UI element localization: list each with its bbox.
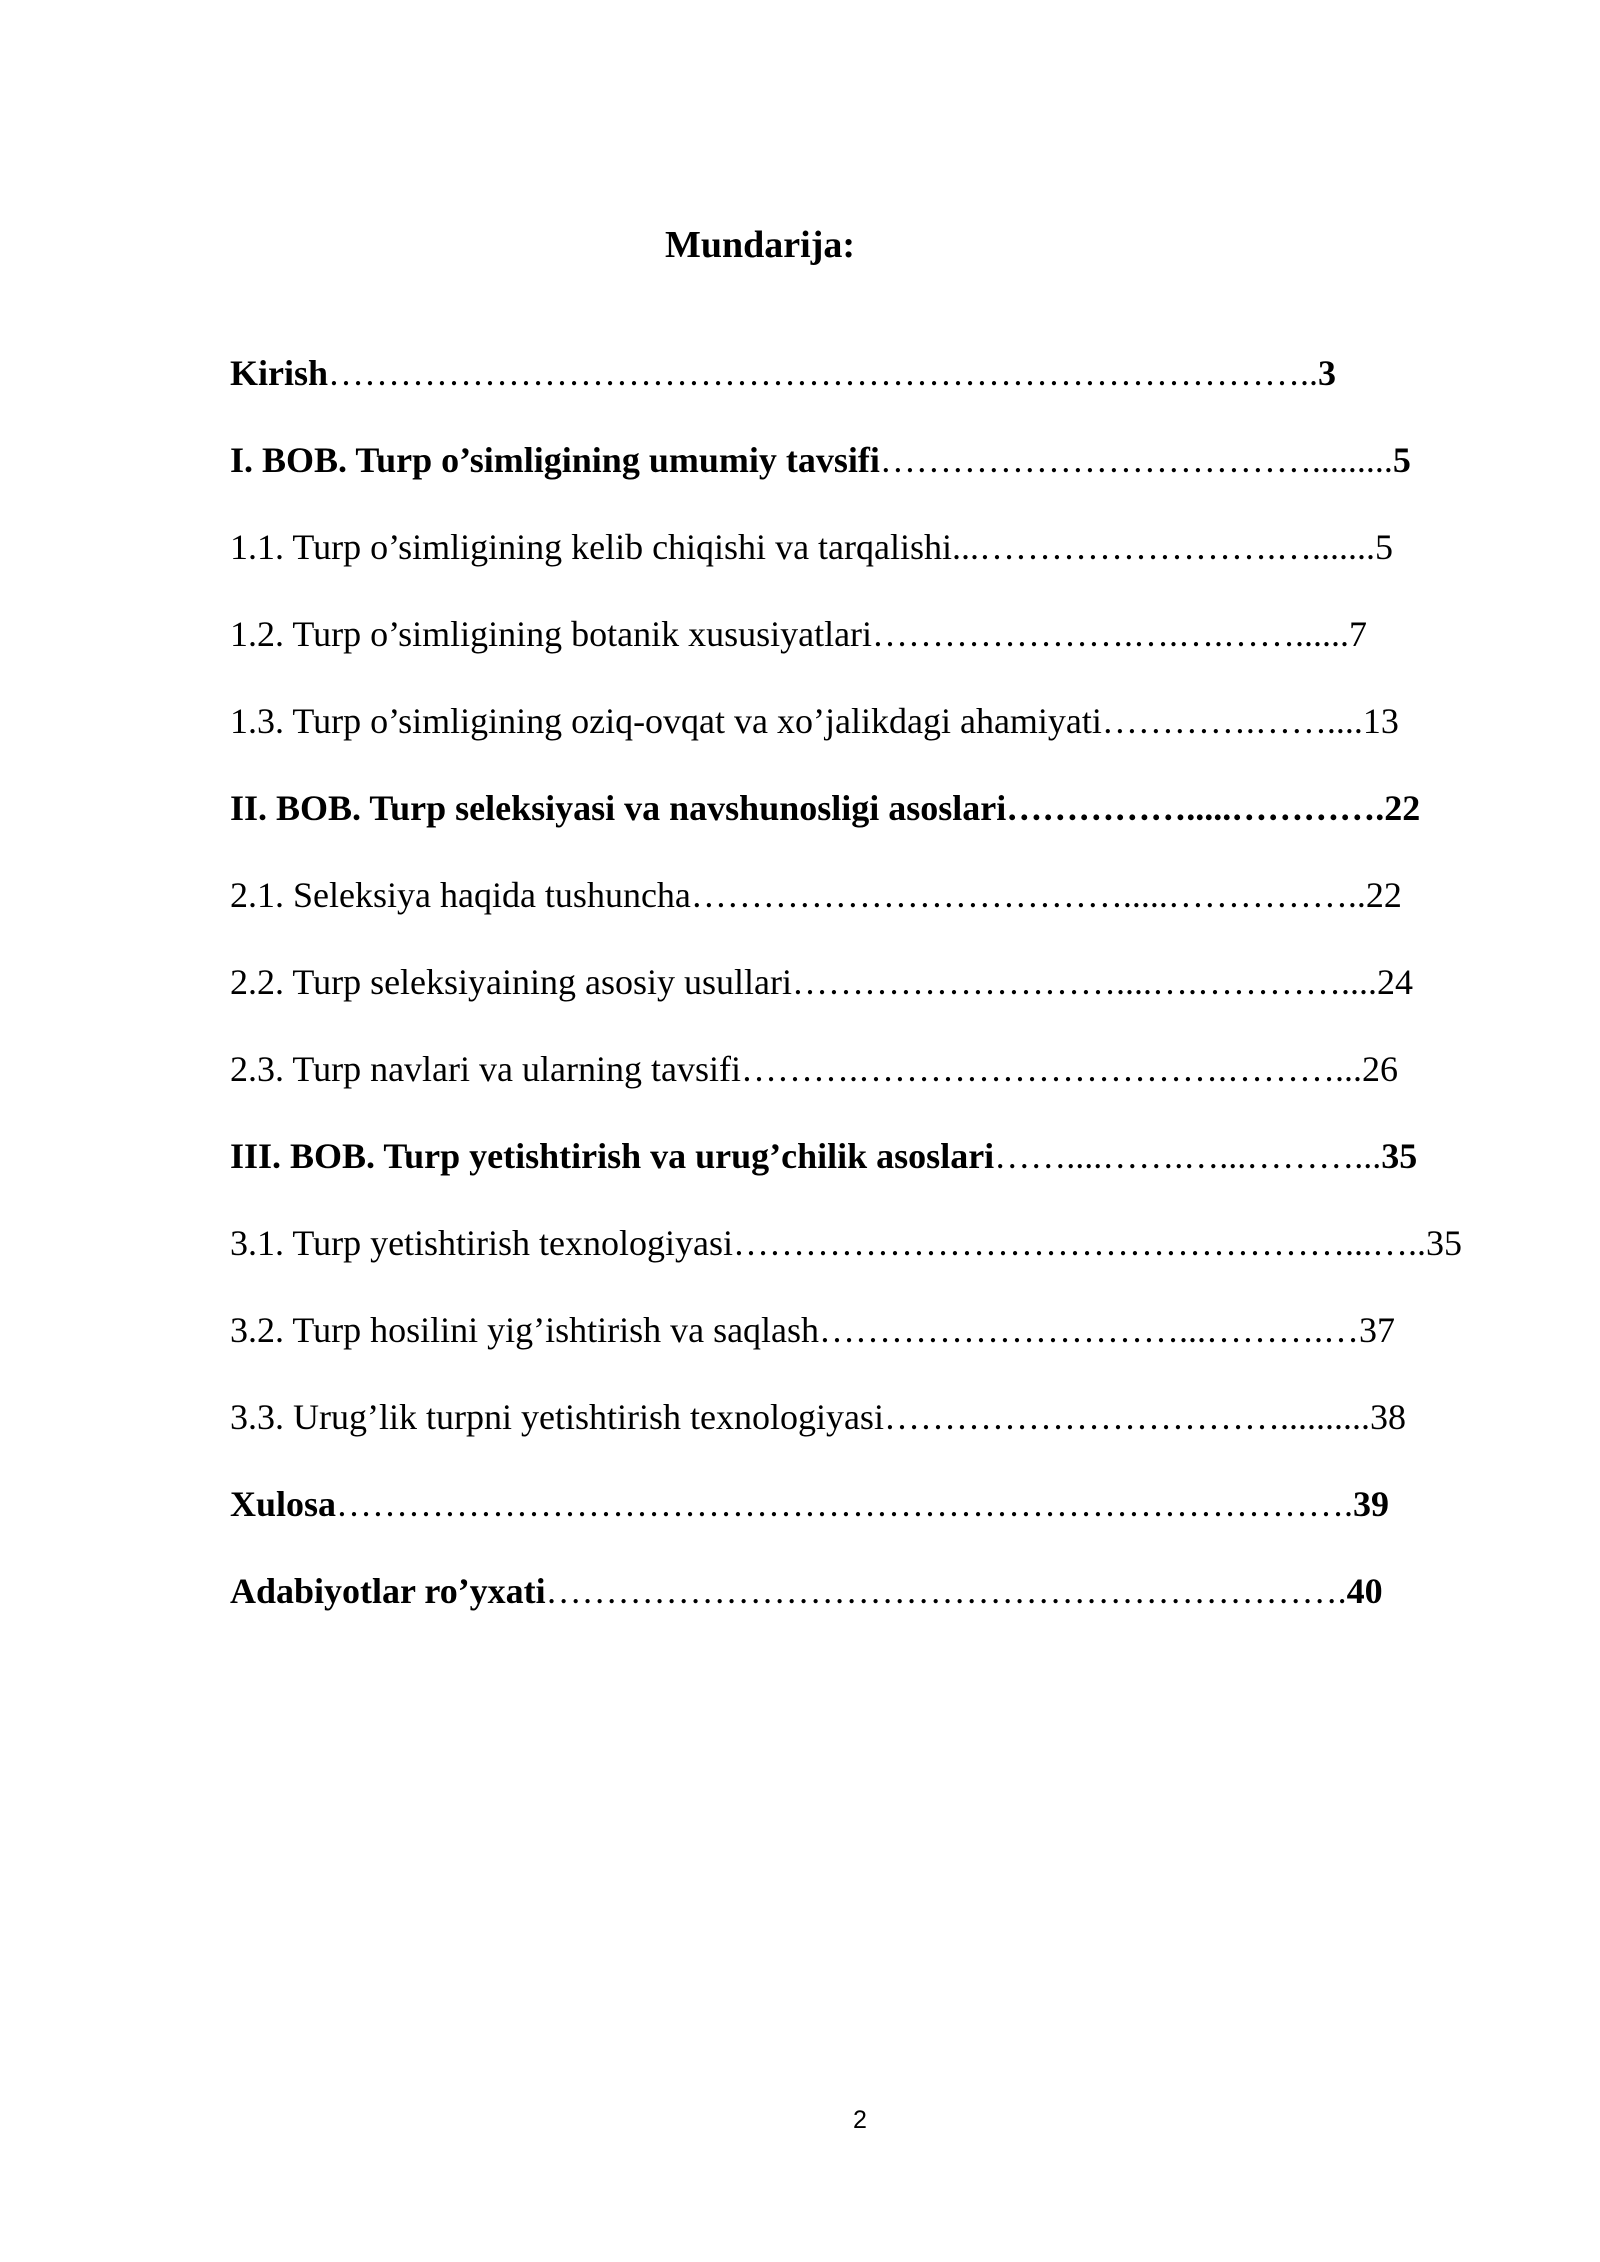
- toc-leader-dots: ………………………………………………………………………….: [336, 1484, 1354, 1524]
- toc-entry-label: III. BOB. Turp yetishtirish va urug’chilik asoslari: [230, 1136, 995, 1176]
- toc-entry-3-2[interactable]: [230, 1307, 1490, 1394]
- toc-leader-dots: ...…………………….….......: [952, 527, 1376, 567]
- toc-entry-2-1[interactable]: [230, 872, 1490, 959]
- toc-page-number: 5: [1392, 440, 1411, 480]
- toc-leader-dots: ………………….….….……......: [872, 614, 1350, 654]
- toc-page-number: 35: [1426, 1223, 1463, 1263]
- toc-page-number: 13: [1362, 701, 1399, 741]
- toc-entry-3-3[interactable]: [230, 1394, 1490, 1481]
- toc-page-number: 3: [1318, 353, 1337, 393]
- toc-leader-dots: ……………………………….........: [879, 440, 1393, 480]
- toc-leader-dots: ………………………………………………………….: [545, 1571, 1347, 1611]
- toc-page-number: 35: [1381, 1136, 1418, 1176]
- toc-page-number: 24: [1377, 962, 1414, 1002]
- toc-entry-label: 1.2. Turp o’simligining botanik xususiyatlari: [230, 614, 873, 654]
- toc-entry-label: Adabiyotlar ro’yxati: [230, 1571, 546, 1611]
- toc-page-number: 38: [1369, 1397, 1406, 1437]
- toc-page-number: 22: [1365, 875, 1402, 915]
- toc-page-number: 40: [1346, 1571, 1383, 1611]
- toc-leader-dots: ……………………………….....……………..: [690, 875, 1366, 915]
- toc-entry-chapter-3[interactable]: [230, 1133, 1490, 1220]
- toc-entry-1-1[interactable]: [230, 524, 1490, 611]
- toc-page-number: 37: [1359, 1310, 1396, 1350]
- page-number: 2: [853, 2106, 867, 2134]
- toc-entry-label: Kirish: [230, 353, 329, 393]
- toc-entry-label: II. BOB. Turp seleksiyasi va navshunosligi asoslari: [230, 788, 1007, 828]
- toc-page-number: 22: [1384, 788, 1421, 828]
- toc-entry-label: 3.2. Turp hosilini yig’ishtirish va saqlash: [230, 1310, 820, 1350]
- page-title: Mundarija:: [665, 224, 855, 266]
- toc-leader-dots: ……….………………………….………...: [740, 1049, 1362, 1089]
- toc-entry-2-2[interactable]: [230, 959, 1490, 1046]
- toc-entry-label: 3.3. Urug’lik turpni yetishtirish texnologiyasi: [230, 1397, 884, 1437]
- toc-entry-xulosa[interactable]: [230, 1481, 1490, 1568]
- toc-entry-chapter-1[interactable]: [230, 437, 1490, 524]
- table-of-contents: [230, 350, 1490, 1655]
- toc-entry-3-1[interactable]: [230, 1220, 1490, 1307]
- toc-entry-label: 3.1. Turp yetishtirish texnologiyasi: [230, 1223, 734, 1263]
- toc-entry-kirish[interactable]: [230, 350, 1490, 437]
- toc-entry-label: 1.1. Turp o’simligining kelib chiqishi va tarqalishi: [230, 527, 953, 567]
- toc-page-number: 7: [1349, 614, 1368, 654]
- toc-leader-dots: ………………………....….…………....: [792, 962, 1378, 1002]
- toc-leader-dots: ………….……....: [1101, 701, 1363, 741]
- toc-entry-1-2[interactable]: [230, 611, 1490, 698]
- toc-leader-dots: ………………………………………………………………………..: [328, 353, 1319, 393]
- toc-entry-2-3[interactable]: [230, 1046, 1490, 1133]
- toc-page-number: 39: [1353, 1484, 1390, 1524]
- toc-leader-dots: ……....…….…...………...: [994, 1136, 1382, 1176]
- toc-page-number: 26: [1361, 1049, 1398, 1089]
- toc-entry-label: I. BOB. Turp o’simligining umumiy tavsifi: [230, 440, 880, 480]
- toc-entry-chapter-2[interactable]: [230, 785, 1490, 872]
- toc-entry-label: 2.2. Turp seleksiyaining asosiy usullari: [230, 962, 793, 1002]
- toc-leader-dots: …………………………...……….…: [819, 1310, 1360, 1350]
- toc-entry-label: 1.3. Turp o’simligining oziq-ovqat va xo’jalikdagi ahamiyati: [230, 701, 1102, 741]
- toc-leader-dots: …………….....………….: [1006, 788, 1385, 828]
- toc-entry-label: 2.3. Turp navlari va ularning tavsifi: [230, 1049, 741, 1089]
- toc-leader-dots: ……………………………………………...…..: [733, 1223, 1427, 1263]
- toc-entry-label: Xulosa: [230, 1484, 337, 1524]
- toc-entry-1-3[interactable]: [230, 698, 1490, 785]
- toc-page-number: 5: [1375, 527, 1394, 567]
- toc-leader-dots: ……………………………..........: [883, 1397, 1370, 1437]
- toc-entry-adabiyotlar[interactable]: [230, 1568, 1490, 1655]
- toc-entry-label: 2.1. Seleksiya haqida tushuncha: [230, 875, 691, 915]
